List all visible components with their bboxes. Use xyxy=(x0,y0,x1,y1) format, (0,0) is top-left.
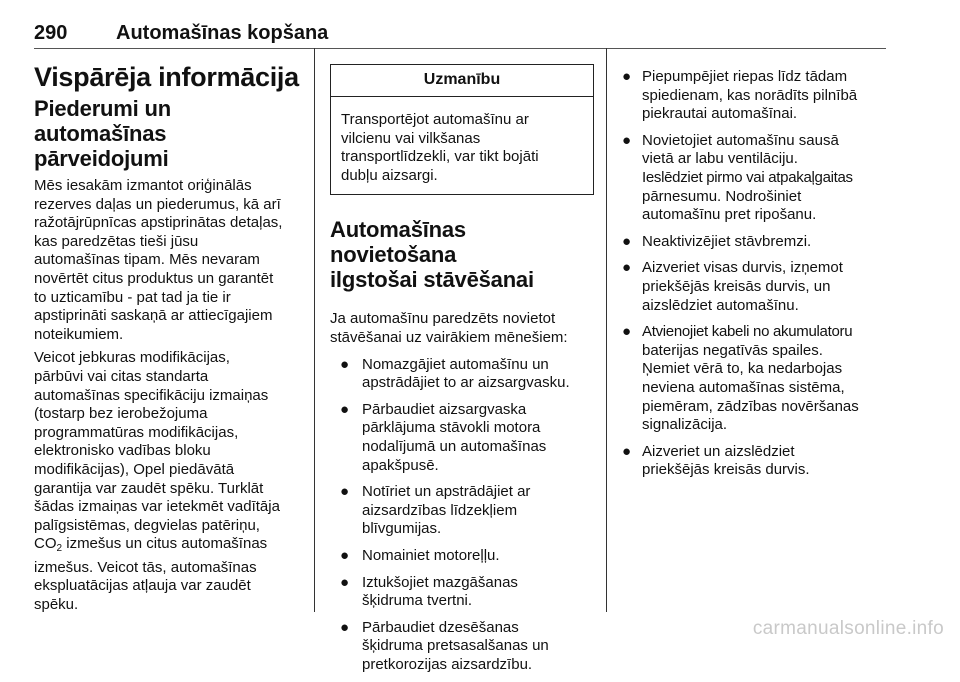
column-middle xyxy=(330,62,594,682)
text-line: signalizācija. xyxy=(642,416,728,434)
bullet-icon: ● xyxy=(622,442,632,460)
list-item xyxy=(330,401,594,475)
list-item xyxy=(330,483,594,539)
text-line: blīvgumijas. xyxy=(362,520,442,538)
text-line: apstrādājiet to ar aizsargvasku. xyxy=(362,374,570,392)
column-right xyxy=(618,68,890,488)
text-line: pretkorozijas aizsardzību. xyxy=(362,655,533,673)
text-line: neviena automašīnas sistēma, xyxy=(642,378,845,396)
text-line: palīgsistēmas, degvielas patēriņu, xyxy=(34,516,260,534)
bullet-icon: ● xyxy=(622,232,632,250)
text-line: Atvienojiet kabeli no akumulatoru xyxy=(642,323,853,341)
storage-heading-line2: ilgstošai stāvēšanai xyxy=(330,267,534,293)
co2-subscript: 2 xyxy=(56,543,63,555)
text-line: Notīriet un apstrādājiet ar xyxy=(362,483,531,501)
text-line: transportlīdzekli, var tikt bojāti xyxy=(341,148,539,166)
text-line: stāvēšanai uz vairākiem mēnešiem: xyxy=(330,328,568,346)
text-line: nodalījumā un automašīnas xyxy=(362,437,547,455)
bullet-icon: ● xyxy=(340,483,350,501)
text-line: Nomainiet motoreļļu. xyxy=(362,546,500,564)
text-line: Ja automašīnu paredzēts novietot xyxy=(330,310,556,328)
text-line: šādas izmaiņas var ietekmēt vadītāja xyxy=(34,498,280,516)
text-line: Iztukšojiet mazgāšanas xyxy=(362,573,518,591)
list-item xyxy=(618,259,890,315)
text-line: ekspluatācijas atļauja var zaudēt xyxy=(34,577,251,595)
text-line: Transportējot automašīnu ar xyxy=(341,111,529,128)
bullet-icon: ● xyxy=(340,355,350,373)
text-line: baterijas negatīvās spailes. xyxy=(642,341,823,359)
text-line: automašīnas specifikāciju izmaiņas xyxy=(34,386,269,404)
column-left xyxy=(34,58,306,620)
list-item xyxy=(330,356,594,393)
text-line: Pārbaudiet aizsargvaska xyxy=(362,400,527,418)
storage-list-1 xyxy=(330,356,594,675)
column-divider-1 xyxy=(314,48,315,612)
bullet-icon: ● xyxy=(622,259,632,277)
text-line: automašīnas tipam. Mēs nevaram xyxy=(34,251,260,269)
bullet-icon: ● xyxy=(340,573,350,591)
text-line: šķidruma pretsasalšanas un xyxy=(362,637,549,655)
text-line: pārklājuma stāvokli motora xyxy=(362,419,541,437)
text-line: šķidruma tvertni. xyxy=(362,592,473,610)
text-line: Pārbaudiet dzesēšanas xyxy=(362,618,519,636)
caution-text xyxy=(331,97,593,194)
text-line: spiedienam, kas norādīts pilnībā xyxy=(642,86,858,104)
text-line: izmešus. Veicot tās, automašīnas xyxy=(34,558,257,576)
storage-heading-line1: Automašīnas novietošana xyxy=(330,217,466,268)
text-line: pārnesumu. Nodrošiniet xyxy=(642,187,802,205)
subsection-heading-line1: Piederumi un automašīnas xyxy=(34,96,171,146)
text-line: priekšējās kreisās durvis, un xyxy=(642,277,831,295)
column-divider-2 xyxy=(606,48,607,612)
text-line: aizslēdziet automašīnu. xyxy=(642,296,799,314)
text-line: priekšējās kreisās durvis. xyxy=(642,461,810,479)
text-line: pārbūvi vai citas standarta xyxy=(34,367,209,385)
co2-text: CO xyxy=(34,535,57,553)
text-line: izmešus un citus automašīnas xyxy=(62,535,268,553)
text-line: novērtēt citus produktus un garantēt xyxy=(34,269,274,287)
text-line: piekrautai automašīnai. xyxy=(642,105,798,123)
text-line: modifikācijas), Opel piedāvātā xyxy=(34,460,235,478)
subsection-heading-line2: pārveidojumi xyxy=(34,146,169,171)
paragraph-modifications xyxy=(34,349,306,614)
text-line: spēku. xyxy=(34,596,79,614)
subsection-heading xyxy=(34,96,306,171)
section-heading: Vispārēja informācija xyxy=(34,62,299,92)
list-item xyxy=(618,323,890,435)
text-line: Ieslēdziet pirmo vai atpakaļgaitas xyxy=(642,168,853,186)
text-line: elektronisko vadības bloku xyxy=(34,442,211,460)
list-item xyxy=(618,233,890,252)
bullet-icon: ● xyxy=(622,131,632,149)
text-line: Novietojiet automašīnu sausā xyxy=(642,131,839,149)
text-line: dubļu aizsargi. xyxy=(341,166,438,184)
list-item xyxy=(330,619,594,675)
list-item xyxy=(618,68,890,124)
text-line: aizsardzības līdzekļiem xyxy=(362,501,518,519)
text-line: automašīnu pret ripošanu. xyxy=(642,206,817,224)
text-line: piemēram, zādzības novēršanas xyxy=(642,397,859,415)
list-item xyxy=(330,547,594,566)
page-header xyxy=(34,18,886,49)
text-line: Mēs iesakām izmantot oriģinālās xyxy=(34,177,252,194)
text-line: (tostarp bez ierobežojuma xyxy=(34,405,208,423)
text-line: Veicot jebkuras modifikācijas, xyxy=(34,349,230,367)
paragraph-accessories xyxy=(34,177,306,344)
page-number: 290 xyxy=(34,22,68,44)
text-line: Aizveriet un aizslēdziet xyxy=(642,442,795,460)
text-line: Ņemiet vērā to, ka nedarbojas xyxy=(642,360,843,378)
text-line: rezerves daļas un piederumus, kā arī xyxy=(34,195,281,213)
header-title: Automašīnas kopšana xyxy=(116,22,329,44)
text-line: apakšpusē. xyxy=(362,456,439,474)
text-line: kas paredzētas tieši jūsu xyxy=(34,232,199,250)
text-line: Neaktivizējiet stāvbremzi. xyxy=(642,232,812,250)
text-line: apstiprināti saskaņā ar attiecīgajiem xyxy=(34,307,273,325)
bullet-icon: ● xyxy=(622,68,632,85)
watermark: carmanualsonline.info xyxy=(752,618,944,639)
text-line: garantija var zaudēt spēku. Turklāt xyxy=(34,479,264,497)
list-item xyxy=(618,443,890,480)
bullet-icon: ● xyxy=(340,400,350,418)
storage-intro xyxy=(330,310,594,347)
list-item xyxy=(618,132,890,225)
bullet-icon: ● xyxy=(340,546,350,564)
text-line: noteikumiem. xyxy=(34,325,124,343)
caution-title: Uzmanību xyxy=(331,65,593,97)
storage-heading xyxy=(330,217,594,292)
bullet-icon: ● xyxy=(340,618,350,636)
storage-list-2 xyxy=(618,68,890,480)
text-line: Aizveriet visas durvis, izņemot xyxy=(642,259,843,277)
text-line: to uzticamību - pat tad ja tie ir xyxy=(34,288,231,306)
list-item xyxy=(330,574,594,611)
caution-box xyxy=(330,64,594,195)
text-line: ražotājrūpnīcas apstiprinātas detaļas, xyxy=(34,214,283,232)
text-line: vietā ar labu ventilāciju. xyxy=(642,150,798,168)
text-line: vilcienu vai vilkšanas xyxy=(341,129,481,147)
text-line: programmatūras modifikācijas, xyxy=(34,423,239,441)
text-line: Piepumpējiet riepas līdz tādam xyxy=(642,68,848,85)
bullet-icon: ● xyxy=(622,323,632,341)
text-line: Nomazgājiet automašīnu un xyxy=(362,355,549,373)
